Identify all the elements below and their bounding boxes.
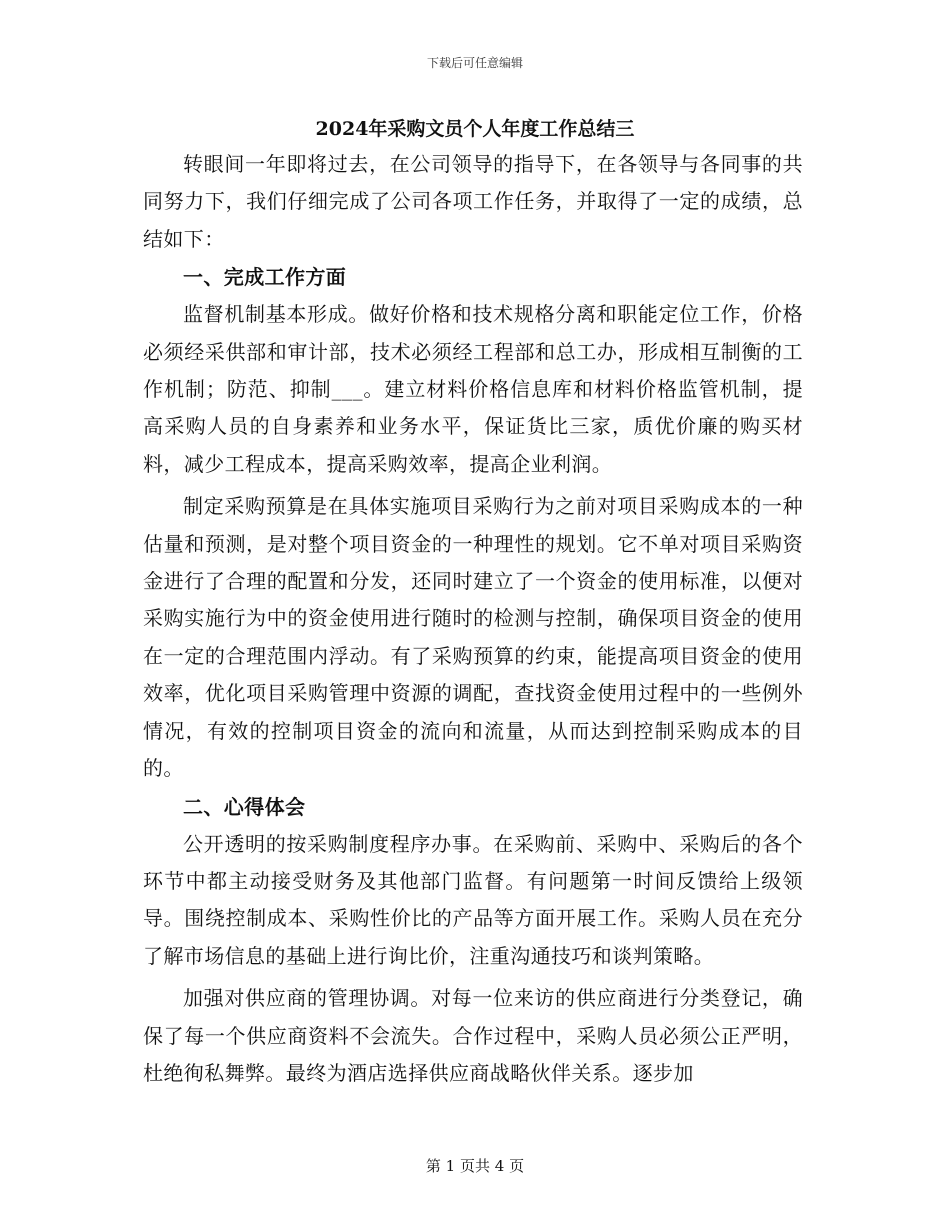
paragraph-supervision: 监督机制基本形成。做好价格和技术规格分离和职能定位工作，价格必须经采供部和审计部，技术必须经工程部和总工办，形成相互制衡的工作机制；防范、抑制___。建立材料价格信息库和材料价格监管机制，提高采购人员的自身素养和业务水平，保证货比三家，质优价廉的购买材料，减少工程成本，提高采购效率，提高企业利润。 [143, 302, 803, 476]
page-footer: 第 1 页共 4 页 [425, 1157, 525, 1175]
paragraph-budget: 制定采购预算是在具体实施项目采购行为之前对项目采购成本的一种估量和预测，是对整个项目资金的一种理性的规划。它不单对项目采购资金进行了合理的配置和分发，还同时建立了一个资金的使用标准，以便对采购实施行为中的资金使用进行随时的检测与控制，确保项目资金的使用在一定的合理范围内浮动。有了采购预算的约束，能提高项目资金的使用效率，优化项目采购管理中资源的调配，查找资金使用过程中的一些例外情况，有效的控制项目资金的流向和流量，从而达到控制采购成本的目的。 [143, 494, 803, 781]
paragraph-supplier: 加强对供应商的管理协调。对每一位来访的供应商进行分类登记，确保了每一个供应商资料不会流失。合作过程中，采购人员必须公正严明，杜绝徇私舞弊。最终为酒店选择供应商战略伙伴关系。逐步加 [143, 986, 803, 1085]
header-note: 下载后可任意编辑 [426, 56, 523, 70]
document-body [143, 146, 803, 1092]
section-heading-work: 一、完成工作方面 [183, 265, 347, 290]
paragraph-transparency: 公开透明的按采购制度程序办事。在采购前、采购中、采购后的各个环节中都主动接受财务及其他部门监督。有问题第一时间反馈给上级领导。围绕控制成本、采购性价比的产品等方面开展工作。采购人员在充分了解市场信息的基础上进行询比价，注重沟通技巧和谈判策略。 [143, 831, 803, 968]
page-title: 2024年采购文员个人年度工作总结三 [315, 118, 635, 140]
section-heading-experience: 二、心得体会 [183, 794, 306, 819]
intro-paragraph: 转眼间一年即将过去，在公司领导的指导下，在各领导与各同事的共同努力下，我们仔细完成了公司各项工作任务，并取得了一定的成绩，总结如下： [143, 152, 803, 251]
